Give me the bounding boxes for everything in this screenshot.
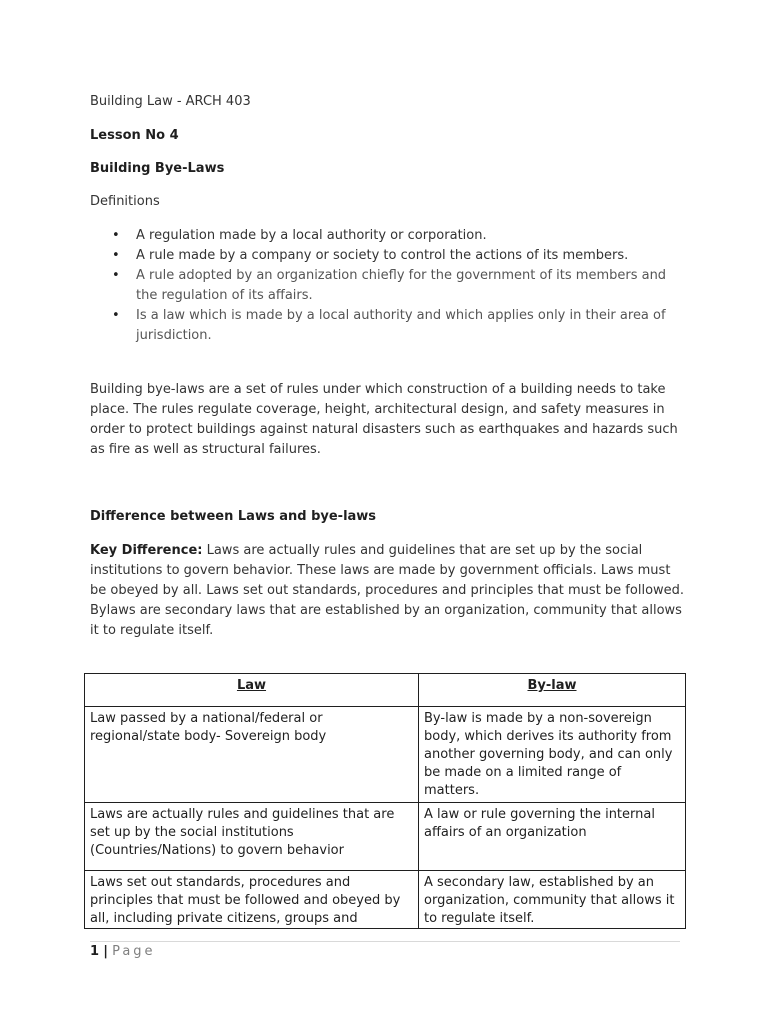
difference-heading: Difference between Laws and bye-laws [90, 509, 377, 524]
intro-paragraph: Building bye-laws are a set of rules under which construction of a building needs to take place. The rules regulate coverage, height, architectural design, and safety measures in order to protect buildings against natural disasters such as earthquakes and hazards such as fire as well as structural failures. [90, 382, 678, 457]
page-footer [90, 943, 156, 961]
bylaw-cell [419, 871, 686, 929]
table-row [85, 803, 686, 871]
law-cell: Law passed by a national/federal or regional/state body- Sovereign body [85, 707, 419, 803]
key-difference-text: Laws are actually rules and guidelines that are set up by the social institutions to govern behavior. These laws are made by government officials. Laws must be obeyed by all. Laws set out standards, procedures and principles that must be followed. Bylaws are secondary laws that are established by an organization, community that allows it to regulate itself. [90, 543, 685, 638]
law-cell [85, 871, 419, 929]
list-item [90, 266, 680, 306]
list-item [90, 226, 680, 246]
lesson-number: Lesson No 4 [90, 128, 179, 143]
bylaw-cell: By-law is made by a non-sovereign body, which derives its authority from another governing body, and can only be made on a limited range of matters. [419, 707, 686, 803]
bullet-icon: • [112, 248, 120, 263]
comparison-table [84, 673, 686, 929]
definition-text: Is a law which is made by a local authority and which applies only in their area of jurisdiction. [136, 308, 666, 343]
page-number: 1 [90, 944, 100, 959]
law-cell: Laws are actually rules and guidelines that are set up by the social institutions (Countries/Nations) to govern behavior [85, 803, 419, 871]
footer-divider [90, 941, 680, 942]
definition-text: A regulation made by a local authority or corporation. [136, 228, 487, 243]
key-difference-paragraph [90, 541, 690, 641]
bylaw-cell: A law or rule governing the internal affairs of an organization [419, 803, 686, 871]
definitions-list [90, 226, 680, 346]
bylaw-cell-text: A secondary law, established by an organization, community that allows it to regulate itself. [424, 875, 675, 926]
list-item [90, 306, 680, 346]
bullet-icon: • [112, 268, 120, 283]
list-item [90, 246, 680, 266]
law-column-header: Law [85, 674, 419, 707]
definition-text: A rule made by a company or society to control the actions of its members. [136, 248, 629, 263]
key-difference-label: Key Difference: [90, 543, 203, 558]
table-row [85, 707, 686, 803]
footer-separator: | [103, 944, 108, 959]
bullet-icon: • [112, 228, 120, 243]
table-row [85, 871, 686, 929]
definition-text: A rule adopted by an organization chiefly for the government of its members and the regulation of its affairs. [136, 268, 667, 303]
bullet-icon: • [112, 308, 120, 323]
definitions-label: Definitions [90, 194, 160, 209]
page-label: Page [112, 944, 156, 959]
document-title: Building Bye-Laws [90, 161, 225, 176]
table-header-row [85, 674, 686, 707]
course-title: Building Law - ARCH 403 [90, 94, 251, 109]
bylaw-column-header: By-law [419, 674, 686, 707]
law-cell-text: Laws set out standards, procedures and principles that must be followed and obeyed by all, including private citizens, groups and [90, 875, 401, 926]
